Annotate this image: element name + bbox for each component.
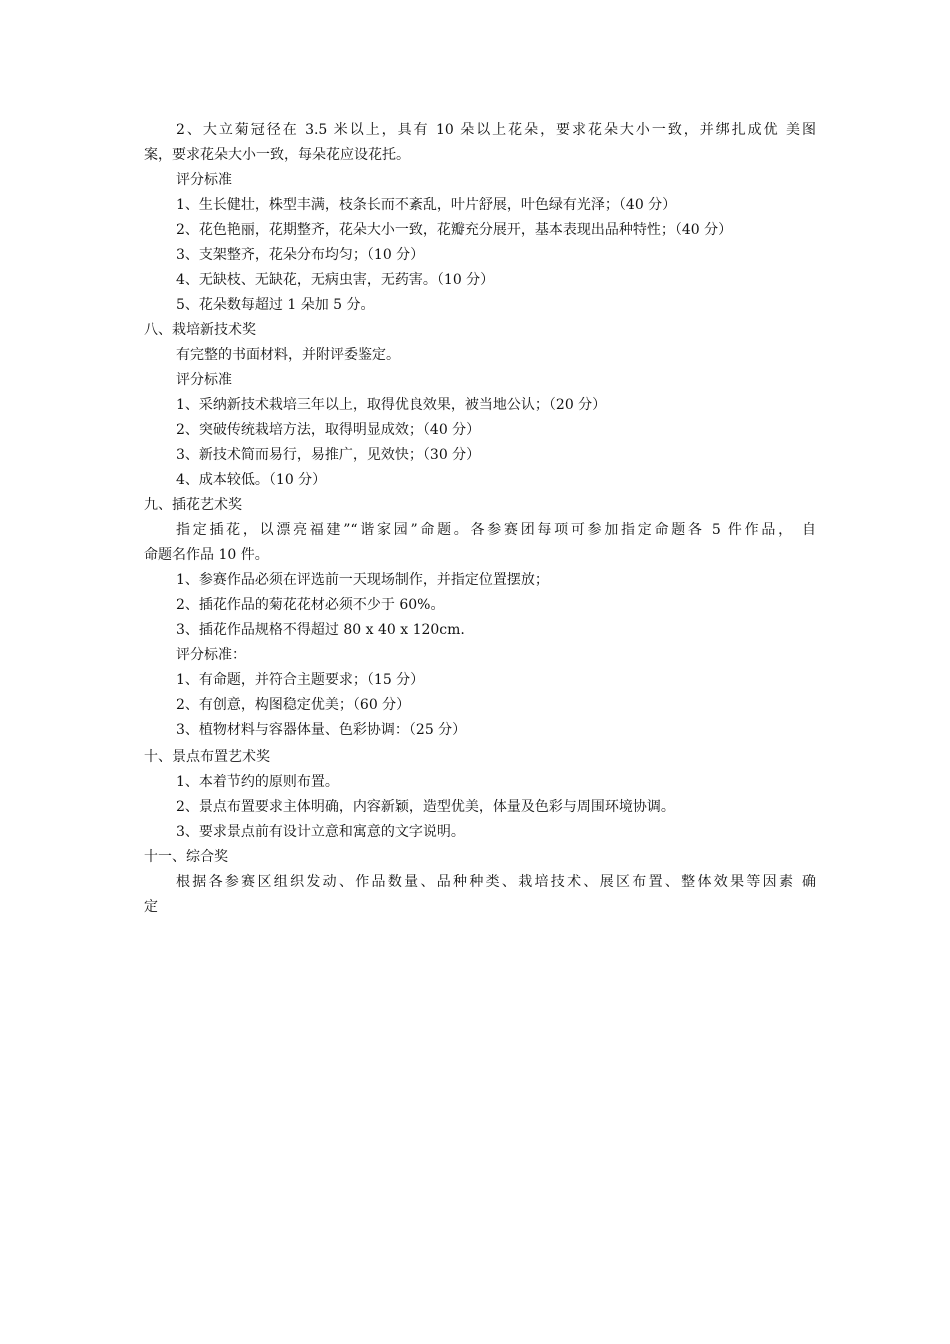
subheading: 评分标准：: [176, 647, 246, 663]
section-heading: 十、景点布置艺术奖: [144, 749, 270, 765]
paragraph-line: 2、大立菊冠径在 3.5 米以上，具有 10 朵以上花朵，要求花朵大小一致，并绑扎成优 美图: [176, 122, 816, 138]
list-item: 5、花朵数每超过 1 朵加 5 分。: [176, 297, 375, 313]
list-item: 1、采纳新技术栽培三年以上，取得优良效果，被当地公认；（20 分）: [176, 397, 607, 413]
list-item: 1、有命题，并符合主题要求；（15 分）: [176, 672, 425, 688]
paragraph-line: 命题名作品 10 件。: [144, 547, 269, 563]
list-item: 3、支架整齐，花朵分布均匀；（10 分）: [176, 247, 425, 263]
list-item: 1、生长健壮，株型丰满，枝条长而不紊乱，叶片舒展，叶色绿有光泽；（40 分）: [176, 197, 677, 213]
paragraph-line: 指定插花，以漂亮福建”“谐家园”命题。各参赛团每项可参加指定命题各 5 件作品， 自: [176, 522, 816, 538]
list-item: 3、插花作品规格不得超过 80 x 40 x 120cm.: [176, 622, 465, 638]
list-item: 2、景点布置要求主体明确，内容新颖，造型优美，体量及色彩与周围环境协调。: [176, 799, 675, 815]
list-item: 2、花色艳丽，花期整齐，花朵大小一致，花瓣充分展开，基本表现出品种特性；（40 分）: [176, 222, 733, 238]
list-item: 4、成本较低。（10 分）: [176, 472, 327, 488]
paragraph-line: 定: [144, 899, 158, 915]
paragraph-line: 案，要求花朵大小一致，每朵花应设花托。: [144, 147, 410, 163]
list-item: 1、参赛作品必须在评选前一天现场制作，并指定位置摆放；: [176, 572, 549, 588]
section-heading: 八、栽培新技术奖: [144, 322, 256, 338]
subheading: 评分标准: [176, 372, 232, 388]
paragraph-line: 根据各参赛区组织发动、作品数量、品种种类、栽培技术、展区布置、整体效果等因素 确: [176, 874, 816, 890]
list-item: 4、无缺枝、无缺花，无病虫害，无药害。（10 分）: [176, 272, 495, 288]
list-item: 3、要求景点前有设计立意和寓意的文字说明。: [176, 824, 465, 840]
list-item: 3、植物材料与容器体量、色彩协调：（25 分）: [176, 722, 467, 738]
paragraph-line: 有完整的书面材料，并附评委鉴定。: [176, 347, 400, 363]
section-heading: 九、插花艺术奖: [144, 497, 242, 513]
section-heading: 十一、综合奖: [144, 849, 228, 865]
list-item: 3、新技术简而易行，易推广，见效快；（30 分）: [176, 447, 481, 463]
subheading: 评分标准: [176, 172, 232, 188]
list-item: 2、插花作品的菊花花材必须不少于 60%。: [176, 597, 445, 613]
list-item: 2、突破传统栽培方法，取得明显成效；（40 分）: [176, 422, 481, 438]
list-item: 1、本着节约的原则布置。: [176, 774, 339, 790]
list-item: 2、有创意，构图稳定优美；（60 分）: [176, 697, 411, 713]
